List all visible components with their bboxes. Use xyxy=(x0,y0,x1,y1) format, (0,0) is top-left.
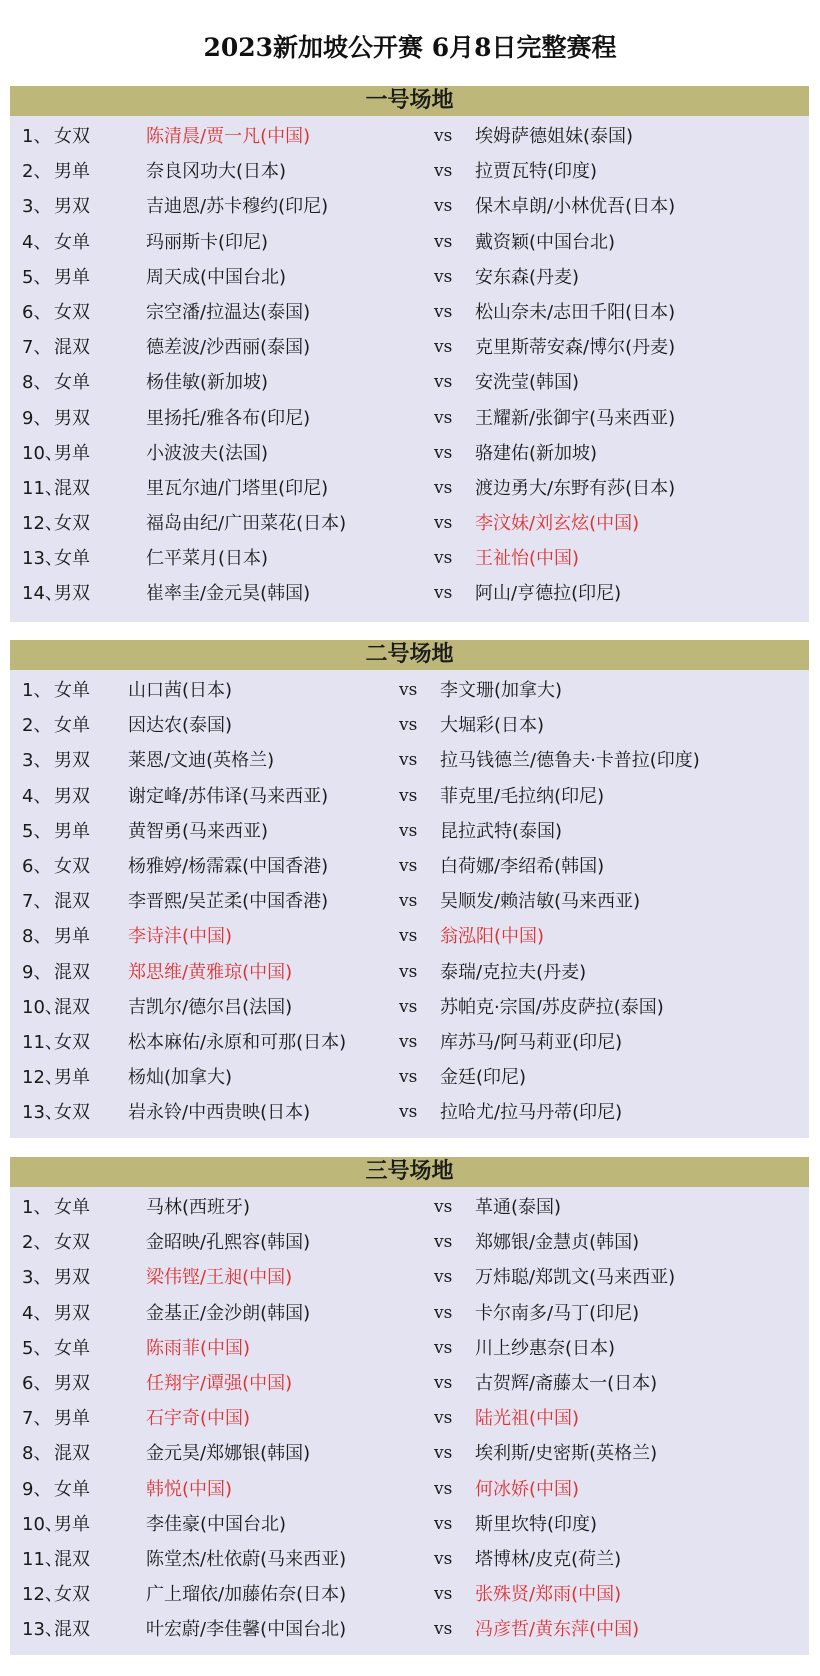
match-event: 女单 xyxy=(54,715,90,737)
match-row xyxy=(10,119,809,154)
match-row xyxy=(10,1296,809,1331)
player-a: 莱恩/文迪(英格兰) xyxy=(128,750,275,772)
versus-label: vs xyxy=(434,372,453,393)
player-a: 周天成(中国台北) xyxy=(146,266,287,288)
player-a: 德差波/沙西丽(泰国) xyxy=(146,337,311,359)
match-number: 9、 xyxy=(22,1478,52,1500)
match-row xyxy=(10,1542,809,1577)
player-b: 张殊贤/郑雨(中国) xyxy=(475,1584,622,1606)
match-number: 2、 xyxy=(22,715,52,737)
match-row xyxy=(10,1401,809,1436)
match-row xyxy=(10,708,809,743)
match-number: 10、 xyxy=(22,1513,63,1535)
player-a: 杨灿(加拿大) xyxy=(128,1067,233,1089)
match-number: 11、 xyxy=(22,477,63,499)
court-header: 三号场地 xyxy=(10,1157,809,1187)
match-row xyxy=(10,990,809,1025)
player-a: 奈良冈功大(日本) xyxy=(146,161,287,183)
player-b: 克里斯蒂安森/博尔(丹麦) xyxy=(475,337,676,359)
match-list xyxy=(10,670,809,1130)
match-row xyxy=(10,1225,809,1260)
player-b: 安洗莹(韩国) xyxy=(475,372,580,394)
player-a: 石宇奇(中国) xyxy=(146,1408,251,1430)
match-event: 女双 xyxy=(54,1584,90,1606)
player-b: 埃利斯/史密斯(英格兰) xyxy=(475,1443,658,1465)
versus-label: vs xyxy=(434,477,453,498)
match-row xyxy=(10,884,809,919)
match-row xyxy=(10,673,809,708)
player-b: 郑娜银/金慧贞(韩国) xyxy=(475,1232,640,1254)
match-event: 男双 xyxy=(54,583,90,605)
player-a: 李晋熙/吴芷柔(中国香港) xyxy=(128,891,329,913)
player-b: 塔博林/皮克(荷兰) xyxy=(475,1548,622,1570)
match-event: 男单 xyxy=(54,1408,90,1430)
match-number: 3、 xyxy=(22,196,52,218)
match-number: 6、 xyxy=(22,855,52,877)
player-b: 安东森(丹麦) xyxy=(475,266,580,288)
match-number: 7、 xyxy=(22,891,52,913)
match-row xyxy=(10,295,809,330)
player-b: 苏帕克·宗国/苏皮萨拉(泰国) xyxy=(440,996,664,1018)
match-number: 12、 xyxy=(22,513,63,535)
court-2-panel xyxy=(10,640,809,1138)
match-number: 6、 xyxy=(22,1372,52,1394)
match-number: 1、 xyxy=(22,126,52,147)
match-row xyxy=(10,1436,809,1471)
player-a: 金基正/金沙朗(韩国) xyxy=(146,1302,311,1324)
match-row xyxy=(10,1366,809,1401)
versus-label: vs xyxy=(434,161,453,182)
match-event: 混双 xyxy=(54,891,90,913)
versus-label: vs xyxy=(434,1372,453,1393)
page-title: 2023新加坡公开赛 6月8日完整赛程 xyxy=(203,33,617,62)
match-event: 女单 xyxy=(54,372,90,394)
match-number: 5、 xyxy=(22,820,52,842)
player-a: 梁伟铿/王昶(中国) xyxy=(146,1267,293,1289)
match-event: 男单 xyxy=(54,820,90,842)
player-b: 翁泓阳(中国) xyxy=(440,926,545,948)
versus-label: vs xyxy=(399,1067,418,1088)
match-event: 女双 xyxy=(54,855,90,877)
court-3-panel xyxy=(10,1157,809,1655)
versus-label: vs xyxy=(399,855,418,876)
match-number: 8、 xyxy=(22,926,52,948)
match-number: 13、 xyxy=(22,1619,63,1641)
player-b: 大堀彩(日本) xyxy=(440,715,545,737)
versus-label: vs xyxy=(434,231,453,252)
match-number: 3、 xyxy=(22,750,52,772)
match-number: 12、 xyxy=(22,1067,63,1089)
match-row xyxy=(10,189,809,224)
match-event: 女双 xyxy=(54,301,90,323)
match-event: 女单 xyxy=(54,1337,90,1359)
match-event: 混双 xyxy=(54,1443,90,1465)
player-b: 骆建佑(新加坡) xyxy=(475,442,598,464)
player-b: 昆拉武特(泰国) xyxy=(440,820,563,842)
player-b: 李汶妹/刘玄炫(中国) xyxy=(475,513,640,535)
match-number: 11、 xyxy=(22,1031,63,1053)
player-b: 埃姆萨德姐妹(泰国) xyxy=(475,126,634,147)
player-a: 李诗沣(中国) xyxy=(128,926,233,948)
match-event: 男双 xyxy=(54,1372,90,1394)
player-b: 冯彦哲/黄东萍(中国) xyxy=(475,1619,640,1641)
court-header: 二号场地 xyxy=(10,640,809,670)
player-b: 阿山/亨德拉(印尼) xyxy=(475,583,622,605)
player-b: 古贺辉/斋藤太一(日本) xyxy=(475,1372,658,1394)
player-b: 金廷(印尼) xyxy=(440,1067,527,1089)
player-b: 保木卓朗/小林优吾(日本) xyxy=(475,196,676,218)
match-number: 9、 xyxy=(22,961,52,983)
match-number: 7、 xyxy=(22,337,52,359)
player-b: 泰瑞/克拉夫(丹麦) xyxy=(440,961,587,983)
player-b: 白荷娜/李绍希(韩国) xyxy=(440,855,605,877)
match-number: 2、 xyxy=(22,1232,52,1254)
versus-label: vs xyxy=(399,1031,418,1052)
match-list xyxy=(10,116,809,612)
match-event: 女双 xyxy=(54,1232,90,1254)
versus-label: vs xyxy=(434,301,453,322)
match-row xyxy=(10,919,809,954)
player-a: 吉迪恩/苏卡穆约(印尼) xyxy=(146,196,329,218)
player-b: 革通(泰国) xyxy=(475,1197,562,1218)
player-b: 松山奈未/志田千阳(日本) xyxy=(475,301,676,323)
versus-label: vs xyxy=(434,513,453,534)
match-number: 7、 xyxy=(22,1408,52,1430)
match-row xyxy=(10,365,809,400)
player-a: 山口茜(日本) xyxy=(128,680,233,701)
versus-label: vs xyxy=(434,1443,453,1464)
versus-label: vs xyxy=(434,1513,453,1534)
match-event: 男单 xyxy=(54,442,90,464)
match-row xyxy=(10,814,809,849)
match-number: 12、 xyxy=(22,1584,63,1606)
match-event: 男双 xyxy=(54,785,90,807)
player-a: 叶宏蔚/李佳馨(中国台北) xyxy=(146,1619,347,1641)
versus-label: vs xyxy=(399,1102,418,1123)
player-a: 松本麻佑/永原和可那(日本) xyxy=(128,1031,347,1053)
player-a: 杨佳敏(新加坡) xyxy=(146,372,269,394)
versus-label: vs xyxy=(434,126,453,146)
match-row xyxy=(10,743,809,778)
versus-label: vs xyxy=(434,407,453,428)
match-number: 4、 xyxy=(22,785,52,807)
player-a: 李佳豪(中国台北) xyxy=(146,1513,287,1535)
court-header: 一号场地 xyxy=(10,86,809,116)
player-a: 金元昊/郑娜银(韩国) xyxy=(146,1443,311,1465)
versus-label: vs xyxy=(434,1478,453,1499)
match-event: 混双 xyxy=(54,477,90,499)
versus-label: vs xyxy=(399,750,418,771)
player-b: 吴顺发/赖洁敏(马来西亚) xyxy=(440,891,641,913)
match-event: 男单 xyxy=(54,161,90,183)
player-a: 黄智勇(马来西亚) xyxy=(128,820,269,842)
player-a: 崔率圭/金元昊(韩国) xyxy=(146,583,311,605)
match-row xyxy=(10,436,809,471)
match-number: 6、 xyxy=(22,301,52,323)
match-row xyxy=(10,955,809,990)
match-event: 女双 xyxy=(54,1031,90,1053)
match-number: 9、 xyxy=(22,407,52,429)
player-a: 福岛由纪/广田菜花(日本) xyxy=(146,513,347,535)
player-a: 郑思维/黄雅琼(中国) xyxy=(128,961,293,983)
match-number: 14、 xyxy=(22,583,63,605)
match-number: 10、 xyxy=(22,996,63,1018)
versus-label: vs xyxy=(399,680,418,700)
match-event: 女单 xyxy=(54,680,90,701)
player-b: 库苏马/阿马莉亚(印尼) xyxy=(440,1031,623,1053)
match-row xyxy=(10,576,809,611)
player-b: 王耀新/张御宇(马来西亚) xyxy=(475,407,676,429)
versus-label: vs xyxy=(434,442,453,463)
match-event: 女单 xyxy=(54,231,90,253)
match-event: 混双 xyxy=(54,1548,90,1570)
match-row xyxy=(10,1507,809,1542)
match-event: 混双 xyxy=(54,1619,90,1641)
match-row xyxy=(10,471,809,506)
match-number: 5、 xyxy=(22,1337,52,1359)
player-b: 斯里坎特(印度) xyxy=(475,1513,598,1535)
match-event: 男双 xyxy=(54,750,90,772)
player-a: 杨雅婷/杨霈霖(中国香港) xyxy=(128,855,329,877)
player-a: 里瓦尔迪/门塔里(印尼) xyxy=(146,477,329,499)
match-number: 8、 xyxy=(22,1443,52,1465)
player-a: 里扬托/雅各布(印尼) xyxy=(146,407,311,429)
player-a: 金昭映/孔熙容(韩国) xyxy=(146,1232,311,1254)
match-row xyxy=(10,1260,809,1295)
versus-label: vs xyxy=(434,1197,453,1217)
match-row xyxy=(10,779,809,814)
match-event: 女单 xyxy=(54,1197,90,1218)
versus-label: vs xyxy=(434,548,453,569)
player-b: 陆光祖(中国) xyxy=(475,1408,580,1430)
match-row xyxy=(10,1025,809,1060)
match-event: 混双 xyxy=(54,337,90,359)
player-a: 谢定峰/苏伟译(马来西亚) xyxy=(128,785,329,807)
player-b: 万炜聪/郑凯文(马来西亚) xyxy=(475,1267,676,1289)
match-row xyxy=(10,260,809,295)
player-a: 宗空潘/拉温达(泰国) xyxy=(146,301,311,323)
match-row xyxy=(10,330,809,365)
player-a: 陈雨菲(中国) xyxy=(146,1337,251,1359)
player-b: 戴资颖(中国台北) xyxy=(475,231,616,253)
player-a: 吉凯尔/德尔吕(法国) xyxy=(128,996,293,1018)
player-a: 岩永铃/中西贵映(日本) xyxy=(128,1102,311,1124)
versus-label: vs xyxy=(399,891,418,912)
match-event: 男双 xyxy=(54,1267,90,1289)
match-row xyxy=(10,849,809,884)
player-a: 玛丽斯卡(印尼) xyxy=(146,231,269,253)
versus-label: vs xyxy=(434,1619,453,1640)
player-a: 马林(西班牙) xyxy=(146,1197,251,1218)
player-a: 因达农(泰国) xyxy=(128,715,233,737)
match-number: 10、 xyxy=(22,442,63,464)
match-number: 4、 xyxy=(22,1302,52,1324)
versus-label: vs xyxy=(434,583,453,604)
player-a: 陈清晨/贾一凡(中国) xyxy=(146,126,311,147)
versus-label: vs xyxy=(434,1232,453,1253)
versus-label: vs xyxy=(434,1267,453,1288)
court-1-panel xyxy=(10,86,809,622)
player-b: 王祉怡(中国) xyxy=(475,548,580,570)
player-b: 何冰娇(中国) xyxy=(475,1478,580,1500)
match-row xyxy=(10,1060,809,1095)
player-a: 小波波夫(法国) xyxy=(146,442,269,464)
player-a: 仁平菜月(日本) xyxy=(146,548,269,570)
match-row xyxy=(10,1612,809,1647)
match-row xyxy=(10,401,809,436)
player-a: 韩悦(中国) xyxy=(146,1478,233,1500)
player-a: 陈堂杰/杜依蔚(马来西亚) xyxy=(146,1548,347,1570)
match-event: 女双 xyxy=(54,126,90,147)
versus-label: vs xyxy=(434,1548,453,1569)
match-event: 男双 xyxy=(54,407,90,429)
versus-label: vs xyxy=(399,715,418,736)
versus-label: vs xyxy=(434,1408,453,1429)
match-row xyxy=(10,1331,809,1366)
versus-label: vs xyxy=(399,820,418,841)
versus-label: vs xyxy=(399,961,418,982)
versus-label: vs xyxy=(434,1337,453,1358)
match-event: 男单 xyxy=(54,1067,90,1089)
player-b: 菲克里/毛拉纳(印尼) xyxy=(440,785,605,807)
match-event: 混双 xyxy=(54,961,90,983)
match-number: 5、 xyxy=(22,266,52,288)
versus-label: vs xyxy=(399,785,418,806)
player-b: 渡边勇大/东野有莎(日本) xyxy=(475,477,676,499)
match-number: 1、 xyxy=(22,680,52,701)
versus-label: vs xyxy=(434,337,453,358)
match-row xyxy=(10,506,809,541)
player-b: 川上纱惠奈(日本) xyxy=(475,1337,616,1359)
versus-label: vs xyxy=(434,266,453,287)
match-list xyxy=(10,1187,809,1647)
player-a: 广上瑠依/加藤佑奈(日本) xyxy=(146,1584,347,1606)
match-event: 混双 xyxy=(54,996,90,1018)
match-event: 女双 xyxy=(54,513,90,535)
match-number: 8、 xyxy=(22,372,52,394)
versus-label: vs xyxy=(434,196,453,217)
versus-label: vs xyxy=(399,996,418,1017)
match-number: 1、 xyxy=(22,1197,52,1218)
match-number: 13、 xyxy=(22,1102,63,1124)
match-event: 男单 xyxy=(54,1513,90,1535)
match-number: 13、 xyxy=(22,548,63,570)
match-row xyxy=(10,225,809,260)
versus-label: vs xyxy=(434,1584,453,1605)
match-row xyxy=(10,541,809,576)
match-event: 男单 xyxy=(54,926,90,948)
versus-label: vs xyxy=(434,1302,453,1323)
match-row xyxy=(10,1577,809,1612)
player-b: 拉贾瓦特(印度) xyxy=(475,161,598,183)
match-event: 女单 xyxy=(54,1478,90,1500)
match-number: 3、 xyxy=(22,1267,52,1289)
match-event: 男双 xyxy=(54,1302,90,1324)
versus-label: vs xyxy=(399,926,418,947)
match-event: 女双 xyxy=(54,1102,90,1124)
match-row xyxy=(10,1472,809,1507)
player-b: 李文珊(加拿大) xyxy=(440,680,563,701)
player-b: 卡尔南多/马丁(印尼) xyxy=(475,1302,640,1324)
player-b: 拉马钱德兰/德鲁夫·卡普拉(印度) xyxy=(440,750,700,772)
match-event: 女单 xyxy=(54,548,90,570)
match-event: 男单 xyxy=(54,266,90,288)
match-event: 男双 xyxy=(54,196,90,218)
match-number: 11、 xyxy=(22,1548,63,1570)
player-b: 拉哈尤/拉马丹蒂(印尼) xyxy=(440,1102,623,1124)
player-a: 任翔宇/谭强(中国) xyxy=(146,1372,293,1394)
match-row xyxy=(10,1190,809,1225)
match-row xyxy=(10,154,809,189)
match-number: 2、 xyxy=(22,161,52,183)
match-row xyxy=(10,1095,809,1130)
match-number: 4、 xyxy=(22,231,52,253)
